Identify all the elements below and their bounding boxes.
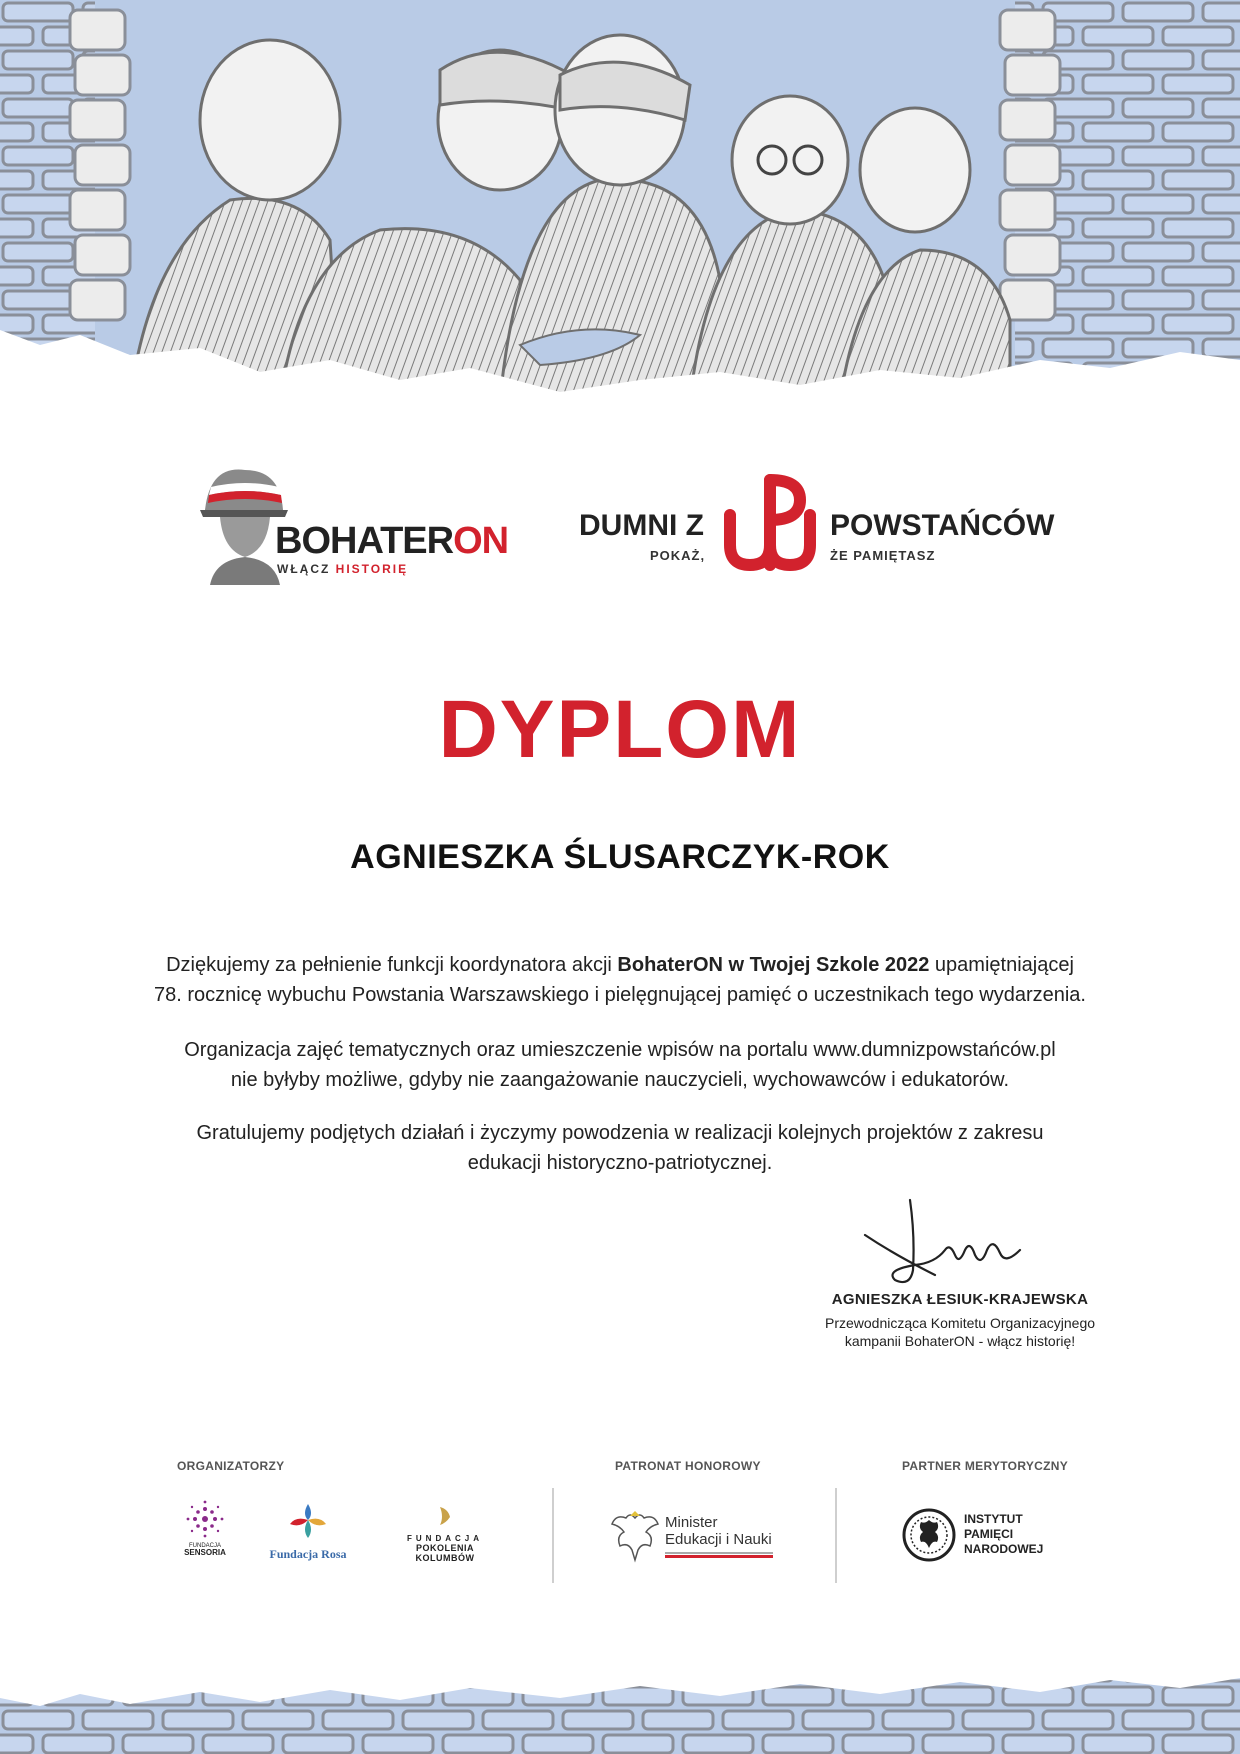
fundacja-sensoria-logo <box>180 1500 230 1557</box>
bohateron-name-accent: ON <box>453 520 509 562</box>
sensoria-caption-1: FUNDACJA <box>188 1543 221 1549</box>
paragraph-congratulations <box>100 1118 1140 1178</box>
dumni-sub-right: ŻE PAMIĘTASZ <box>830 548 936 563</box>
ipn-line2: PAMIĘCI <box>964 1527 1014 1541</box>
rosa-flower-icon <box>268 1500 348 1542</box>
paragraph-organization-line1: Organizacja zajęć tematycznych oraz umieszczenie wpisów na portalu www.dumnizpowstańców.pl <box>184 1039 1056 1061</box>
recipient-name: AGNIESZKA ŚLUSARCZYK-ROK <box>350 838 890 876</box>
ipn-line1: INSTYTUT <box>964 1512 1023 1526</box>
kolumbow-caption-2: POKOLENIA KOLUMBÓW <box>415 1543 475 1563</box>
diploma-title: DYPLOM <box>438 684 802 775</box>
partner-label: PARTNER MERYTORYCZNY <box>902 1459 1069 1473</box>
bohateron-tagline-1: WŁĄCZ <box>277 562 336 576</box>
sensoria-caption-2: SENSORIA <box>184 1548 226 1557</box>
paragraph-organization-line2: nie byłyby możliwe, gdyby nie zaangażowanie nauczycieli, wychowawców i edukatorów. <box>230 1069 1010 1091</box>
paragraph-organization <box>100 1035 1140 1095</box>
fundacja-rosa-logo <box>268 1500 348 1562</box>
ipn-seal-icon <box>902 1508 956 1562</box>
patron-line2: Edukacji i Nauki <box>665 1531 772 1548</box>
footer-brick-wall <box>0 1660 1240 1754</box>
handwritten-signature <box>855 1195 1055 1290</box>
signatory-role-line1: Przewodnicząca Komitetu Organizacyjnego <box>824 1315 1096 1331</box>
svg-text:BOHATERON <box>275 520 508 562</box>
dumni-right-text: POWSTAŃCÓW <box>830 509 1055 542</box>
fundacja-pokolenia-kolumbow-logo <box>390 1505 500 1563</box>
dumni-sub-left: POKAŻ, <box>650 548 706 563</box>
kolumbow-caption-1: FUNDACJA <box>407 1534 483 1543</box>
paragraph-thanks-pre: Dziękujemy za pełnienie funkcji koordynatora akcji <box>166 954 618 976</box>
patronage-label: PATRONAT HONOROWY <box>615 1459 761 1473</box>
rosa-caption: Fundacja Rosa <box>269 1547 347 1561</box>
paragraph-congratulations-line2: edukacji historyczno-patriotycznej. <box>467 1152 773 1174</box>
paragraph-congratulations-line1: Gratulujemy podjętych działań i życzymy powodzenia w realizacji kolejnych projektów z zakresu <box>196 1122 1044 1144</box>
sensoria-dots-icon <box>180 1500 230 1538</box>
signatory-role-line2: kampanii BohaterON - włącz historię! <box>844 1333 1076 1349</box>
minister-edukacji-logo <box>610 1510 780 1570</box>
header-illustration <box>0 0 1240 420</box>
footer-divider <box>552 1488 554 1583</box>
polska-walczaca-anchor-icon <box>730 480 810 565</box>
white-eagle-emblem-icon <box>610 1510 660 1565</box>
flag-stripe-red <box>665 1555 773 1558</box>
flag-stripe-white <box>665 1552 773 1554</box>
kolumbow-emblem-icon <box>390 1505 500 1529</box>
campaign-name: BohaterON w Twojej Szkole 2022 <box>617 954 930 976</box>
dumni-left-text: DUMNI Z <box>579 509 704 542</box>
signatory-name: AGNIESZKA ŁESIUK-KRAJEWSKA <box>831 1291 1089 1308</box>
ipn-line3: NARODOWEJ <box>964 1542 1044 1556</box>
footer-divider <box>835 1488 837 1583</box>
bohateron-tagline-2: HISTORIĘ <box>335 562 409 576</box>
patron-line1: Minister <box>665 1514 718 1531</box>
dumni-z-powstancow-logo <box>575 475 1055 585</box>
ipn-logo <box>902 1508 1062 1568</box>
paragraph-thanks-line2: 78. rocznicę wybuchu Powstania Warszawskiego i pielęgnującej pamięć o uczestnikach tego wydarzenia. <box>154 984 1086 1006</box>
svg-text:WŁĄCZ HISTORIĘ <box>277 562 408 576</box>
organizers-label: ORGANIZATORZY <box>177 1459 285 1473</box>
paragraph-thanks <box>100 950 1140 1010</box>
bohateron-logo <box>195 465 509 585</box>
paragraph-thanks-post: upamiętniającej <box>929 954 1074 976</box>
bohateron-name: BOHATER <box>275 520 454 562</box>
